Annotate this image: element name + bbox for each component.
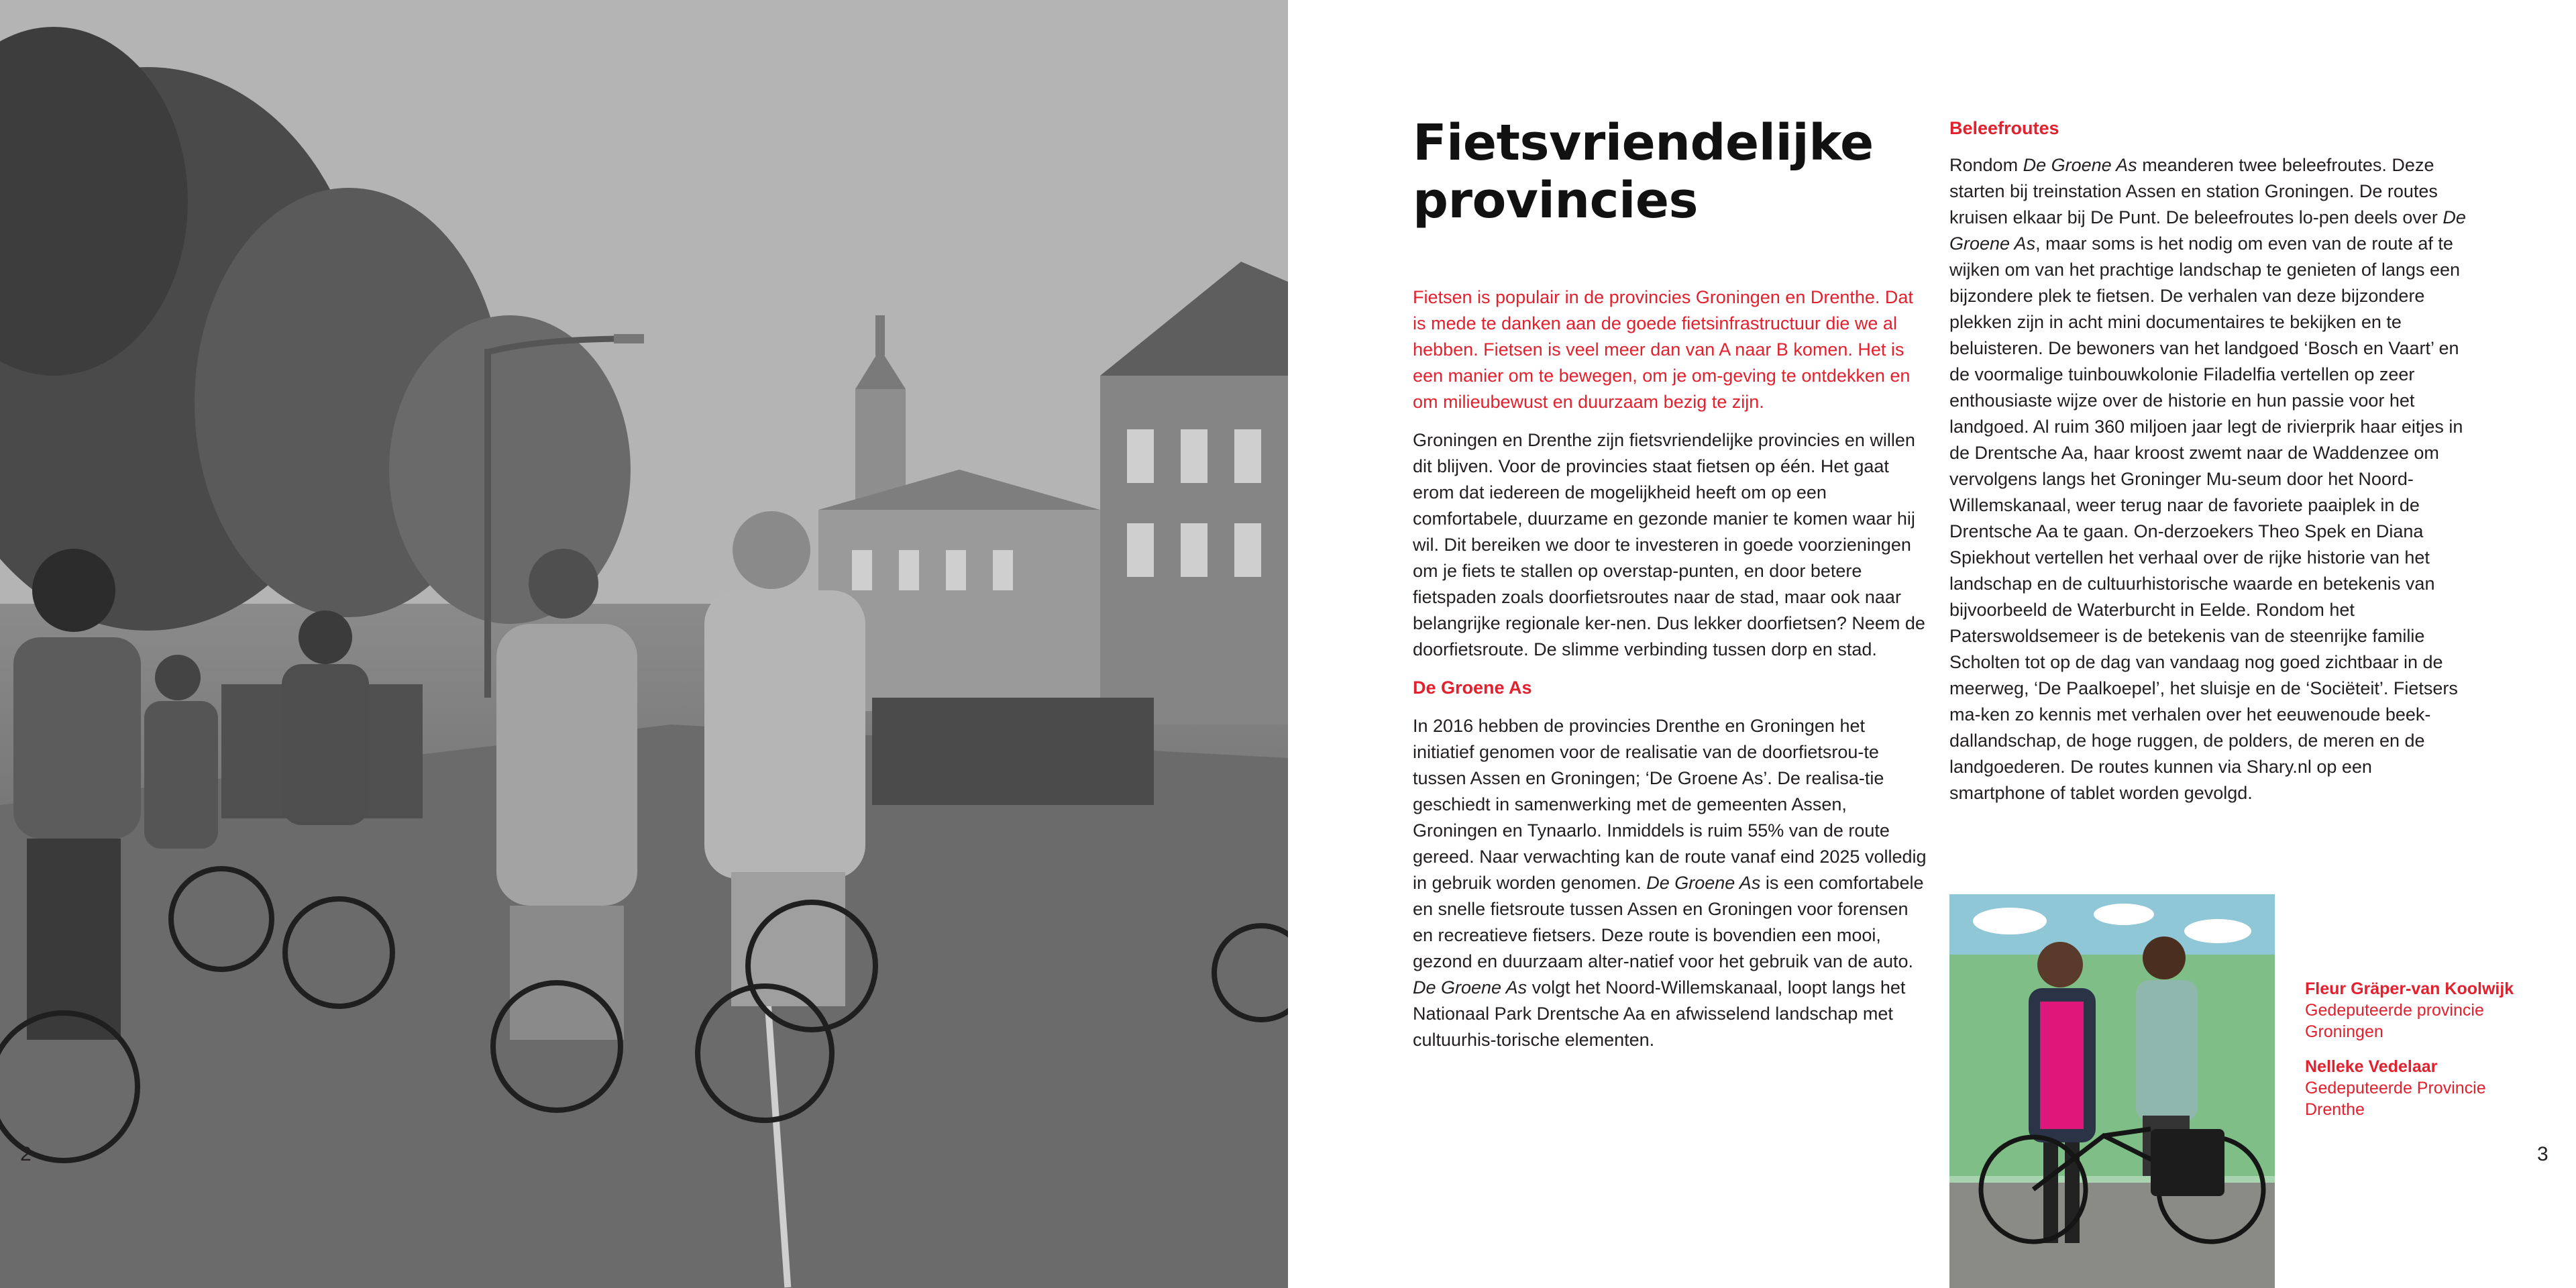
- caption-role-2: Gedeputeerde Provincie Drenthe: [2305, 1079, 2486, 1119]
- caption-role-1: Gedeputeerde provincie Groningen: [2305, 1001, 2484, 1041]
- caption-name-1: Fleur Gräper-van Koolwijk: [2305, 979, 2514, 998]
- heading-de-groene-as: De Groene As: [1413, 678, 1532, 698]
- body-paragraph: Groningen en Drenthe zijn fietsvriendelijke provincies en willen dit blijven. Voor de provincies staat fietsen op één. Het gaat erom dat iedereen de mogelijkheid heeft om op een comfortabele, duurzame en gezonde manier te komen waar hij wil. Dit bereiken we door te investeren in goede voorzieningen om je fiets te stallen op overstap-punten, en door betere fietspaden zoals doorfietsroutes naar de stad, maar ook naar belangrijke regionale ker-nen. Dus lekker doorfietsen? Neem de doorfietsroute. De slimme verbinding tussen dorp en stad.: [1413, 430, 1925, 659]
- page-title-line-2: provincies: [1413, 172, 1699, 229]
- heading-beleefroutes: Beleefroutes: [1949, 118, 2059, 138]
- beleefroutes-text-b: meanderen twee beleefroutes. Deze starten bij treinstation Assen en station Groningen. De routes kruisen elkaar bij De Punt. De beleefroutes lo-pen deels over: [1949, 155, 2438, 227]
- page-title: [1413, 114, 1882, 229]
- left-text-column: [1413, 284, 1929, 1065]
- beleefroutes-emphasis-2: De Groene As: [1949, 207, 2466, 254]
- caption-person-2: [2305, 1056, 2546, 1120]
- page-number-left: 2: [20, 1143, 32, 1165]
- caption-person-1: [2305, 978, 2546, 1042]
- right-text-column: [1949, 115, 2473, 818]
- portrait-illustration: [1949, 894, 2275, 1288]
- groene-as-emphasis-2: De Groene As: [1413, 977, 1527, 998]
- beleefroutes-text-c: , maar soms is het nodig om even van de route af te wijken om van het prachtige landschap te genieten of langs een bijzondere plek te fietsen. De verhalen van deze bijzondere plekken zijn in acht mini documentaires te bekijken en te beluisteren. De bewoners van het landgoed ‘Bosch en Vaart’ en de voormalige tuinbouwkolonie Filadelfia vertellen op zeer enthousiaste wijze over de historie en hun passie voor het landgoed. Al ruim 360 miljoen jaar legt de rivierprik haar eitjes in de Drentsche Aa, haar kroost zwemt naar de Waddenzee om vervolgens langs het Groninger Mu-seum door het Noord-Willemskanaal, weer terug naar de favoriete paaiplek in de Drentsche Aa te gaan. On-derzoekers Theo Spek en Diana Spiekhout vertellen het verhaal over de rijke historie van het landschap en de cultuurhistorische waarde en betekenis van bijvoorbeeld de Waterburcht in Eelde. Rondom het Paterswoldsemeer is de betekenis van de steenrijke familie Scholten tot op de dag van vandaag nog goed zichtbaar in de meerweg, ‘De Paalkoepel’, het sluisje en de ‘Sociëteit’. Fietsers ma-ken zo kennis met verhalen over het eeuwenoude beek-dallandschap, de hoge ruggen, de polders, de meren en de landgoederen. De routes kunnen via Shary.nl op een smartphone of tablet worden gevolgd.: [1949, 233, 2463, 803]
- groene-as-text-c: volgt het Noord-Willemskanaal, loopt langs het Nationaal Park Drentsche Aa en afwisselend landschap met cultuurhis-torische elementen.: [1413, 977, 1906, 1050]
- page-number-right: 3: [2537, 1143, 2548, 1165]
- beleefroutes-text-a: Rondom: [1949, 155, 2019, 175]
- caption-name-2: Nelleke Vedelaar: [2305, 1057, 2438, 1076]
- portrait-photo: [1949, 894, 2275, 1288]
- groene-as-text-b: is een comfortabele en snelle fietsroute tussen Assen en Groningen voor forensen en recreatieve fietsers. Deze route is bovendien een mooi, gezond en duurzaam alter-natief voor het gebruik van de auto.: [1413, 873, 1924, 971]
- beleefroutes-paragraph: [1949, 152, 2473, 806]
- groene-as-paragraph: [1413, 713, 1929, 1053]
- groene-as-text-a: In 2016 hebben de provincies Drenthe en Groningen het initiatief genomen voor de realisatie van de doorfietsrou-te tussen Assen en Groningen; ‘De Groene As’. De realisa-tie geschiedt in samenwerking met de gemeenten Assen, Groningen en Tynaarlo. Inmiddels is ruim 55% van de route gereed. Naar verwachting kan de route vanaf eind 2025 volledig in gebruik worden genomen.: [1413, 716, 1927, 893]
- text-page: [1288, 0, 2576, 1288]
- intro-paragraph: Fietsen is populair in de provincies Groningen en Drenthe. Dat is mede te danken aan de goede fietsinfrastructuur die we al hebben. Fietsen is veel meer dan van A naar B komen. Het is een manier om te bewegen, om je om-geving te ontdekken en om milieubewust en duurzaam bezig te zijn.: [1413, 287, 1913, 412]
- page-title-line-1: Fietsvriendelijke: [1413, 114, 1874, 172]
- groene-as-emphasis-1: De Groene As: [1646, 873, 1761, 893]
- beleefroutes-emphasis-1: De Groene As: [2023, 155, 2137, 175]
- portrait-caption: [2305, 978, 2546, 1134]
